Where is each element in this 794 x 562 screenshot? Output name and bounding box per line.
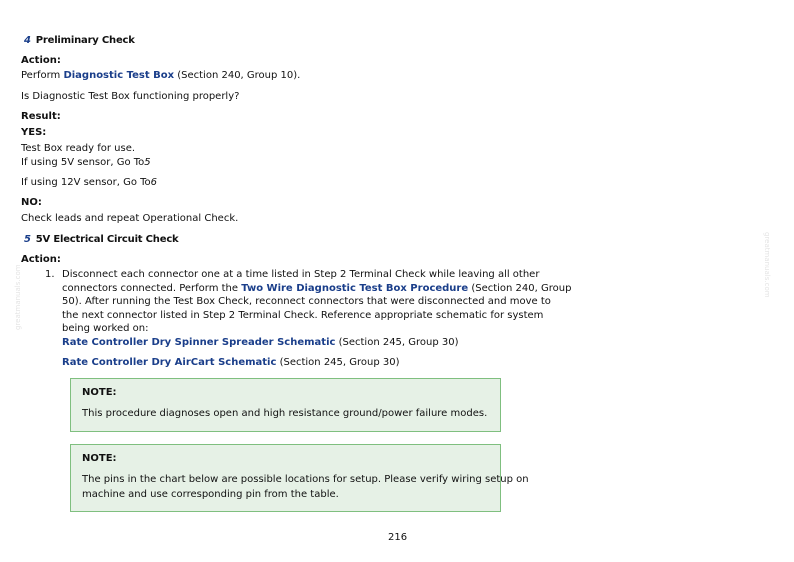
step4-yes-line3-prefix: If using 12V sensor, Go To bbox=[21, 177, 151, 188]
step5-ref1 bbox=[62, 336, 512, 350]
step4-action-suffix: (Section 240, Group 10). bbox=[174, 70, 301, 81]
diagnostic-test-box-link[interactable]: Diagnostic Test Box bbox=[63, 70, 175, 81]
go-to-step5-link[interactable]: 5 bbox=[144, 157, 151, 168]
step4-yes-line2 bbox=[21, 156, 151, 170]
step4-yes-line3 bbox=[21, 176, 157, 190]
step5-line2 bbox=[62, 282, 572, 296]
step5-action-label: Action: bbox=[21, 254, 61, 265]
step5-line2-suffix: (Section 240, Group bbox=[468, 282, 572, 294]
step5-line4: the next connector listed in Step 2 Terminal Check. Reference appropriate schematic for system bbox=[62, 309, 544, 321]
step5-line3: 50). After running the Test Box Check, reconnect connectors that were disconnected and move to bbox=[62, 296, 551, 308]
step4-no-label: NO: bbox=[21, 197, 42, 208]
step4-action-label: Action: bbox=[21, 55, 61, 66]
step4-no-text: Check leads and repeat Operational Check. bbox=[21, 213, 239, 224]
step5-item-number: 1. bbox=[45, 269, 55, 280]
step5-ref2-suffix: (Section 245, Group 30) bbox=[276, 356, 400, 368]
step4-result-label: Result: bbox=[21, 111, 61, 122]
note-2-line1: The pins in the chart below are possible locations for setup. Please verify wiring setup on bbox=[82, 474, 529, 485]
step5-line2-prefix: connectors connected. Perform the bbox=[62, 282, 242, 294]
two-wire-procedure-link[interactable]: Two Wire Diagnostic Test Box Procedure bbox=[241, 282, 469, 294]
step4-action-text bbox=[21, 69, 300, 83]
spinner-spreader-schematic-link[interactable]: Rate Controller Dry Spinner Spreader Schematic bbox=[62, 336, 336, 348]
aircart-schematic-link[interactable]: Rate Controller Dry AirCart Schematic bbox=[62, 356, 277, 368]
step5-title: 5V Electrical Circuit Check bbox=[35, 234, 179, 245]
step5-ref1-suffix: (Section 245, Group 30) bbox=[335, 336, 459, 348]
step4-yes-line1: Test Box ready for use. bbox=[21, 143, 136, 154]
note-box-1 bbox=[70, 378, 501, 432]
step4-title: Preliminary Check bbox=[35, 35, 135, 46]
note-box-2 bbox=[70, 444, 529, 512]
step5-line1: Disconnect each connector one at a time listed in Step 2 Terminal Check while leaving all other bbox=[62, 269, 540, 280]
step4-yes-label: YES: bbox=[21, 127, 47, 138]
note-1-title: NOTE: bbox=[82, 387, 117, 398]
note-1-line1: This procedure diagnoses open and high resistance ground/power failure modes. bbox=[82, 408, 488, 419]
step4-action-prefix: Perform bbox=[21, 70, 64, 81]
step5-heading bbox=[24, 233, 179, 247]
step4-number: 4 bbox=[24, 35, 31, 46]
step5-line5: being worked on: bbox=[62, 323, 149, 335]
watermark-right: greatmanuals.com bbox=[763, 232, 771, 298]
step5-number: 5 bbox=[24, 234, 31, 245]
step5-ref2 bbox=[62, 356, 512, 370]
step4-yes-line2-prefix: If using 5V sensor, Go To bbox=[21, 157, 145, 168]
note-2-title: NOTE: bbox=[82, 453, 117, 464]
page-number: 216 bbox=[388, 532, 408, 543]
step4-heading bbox=[24, 34, 135, 48]
note-2-line2: machine and use corresponding pin from the table. bbox=[82, 489, 339, 500]
step5-item-text bbox=[62, 268, 572, 369]
watermark-left: greatmanuals.com bbox=[14, 264, 22, 330]
step4-question: Is Diagnostic Test Box functioning properly? bbox=[21, 91, 240, 102]
go-to-step6-link[interactable]: 6 bbox=[150, 177, 158, 188]
